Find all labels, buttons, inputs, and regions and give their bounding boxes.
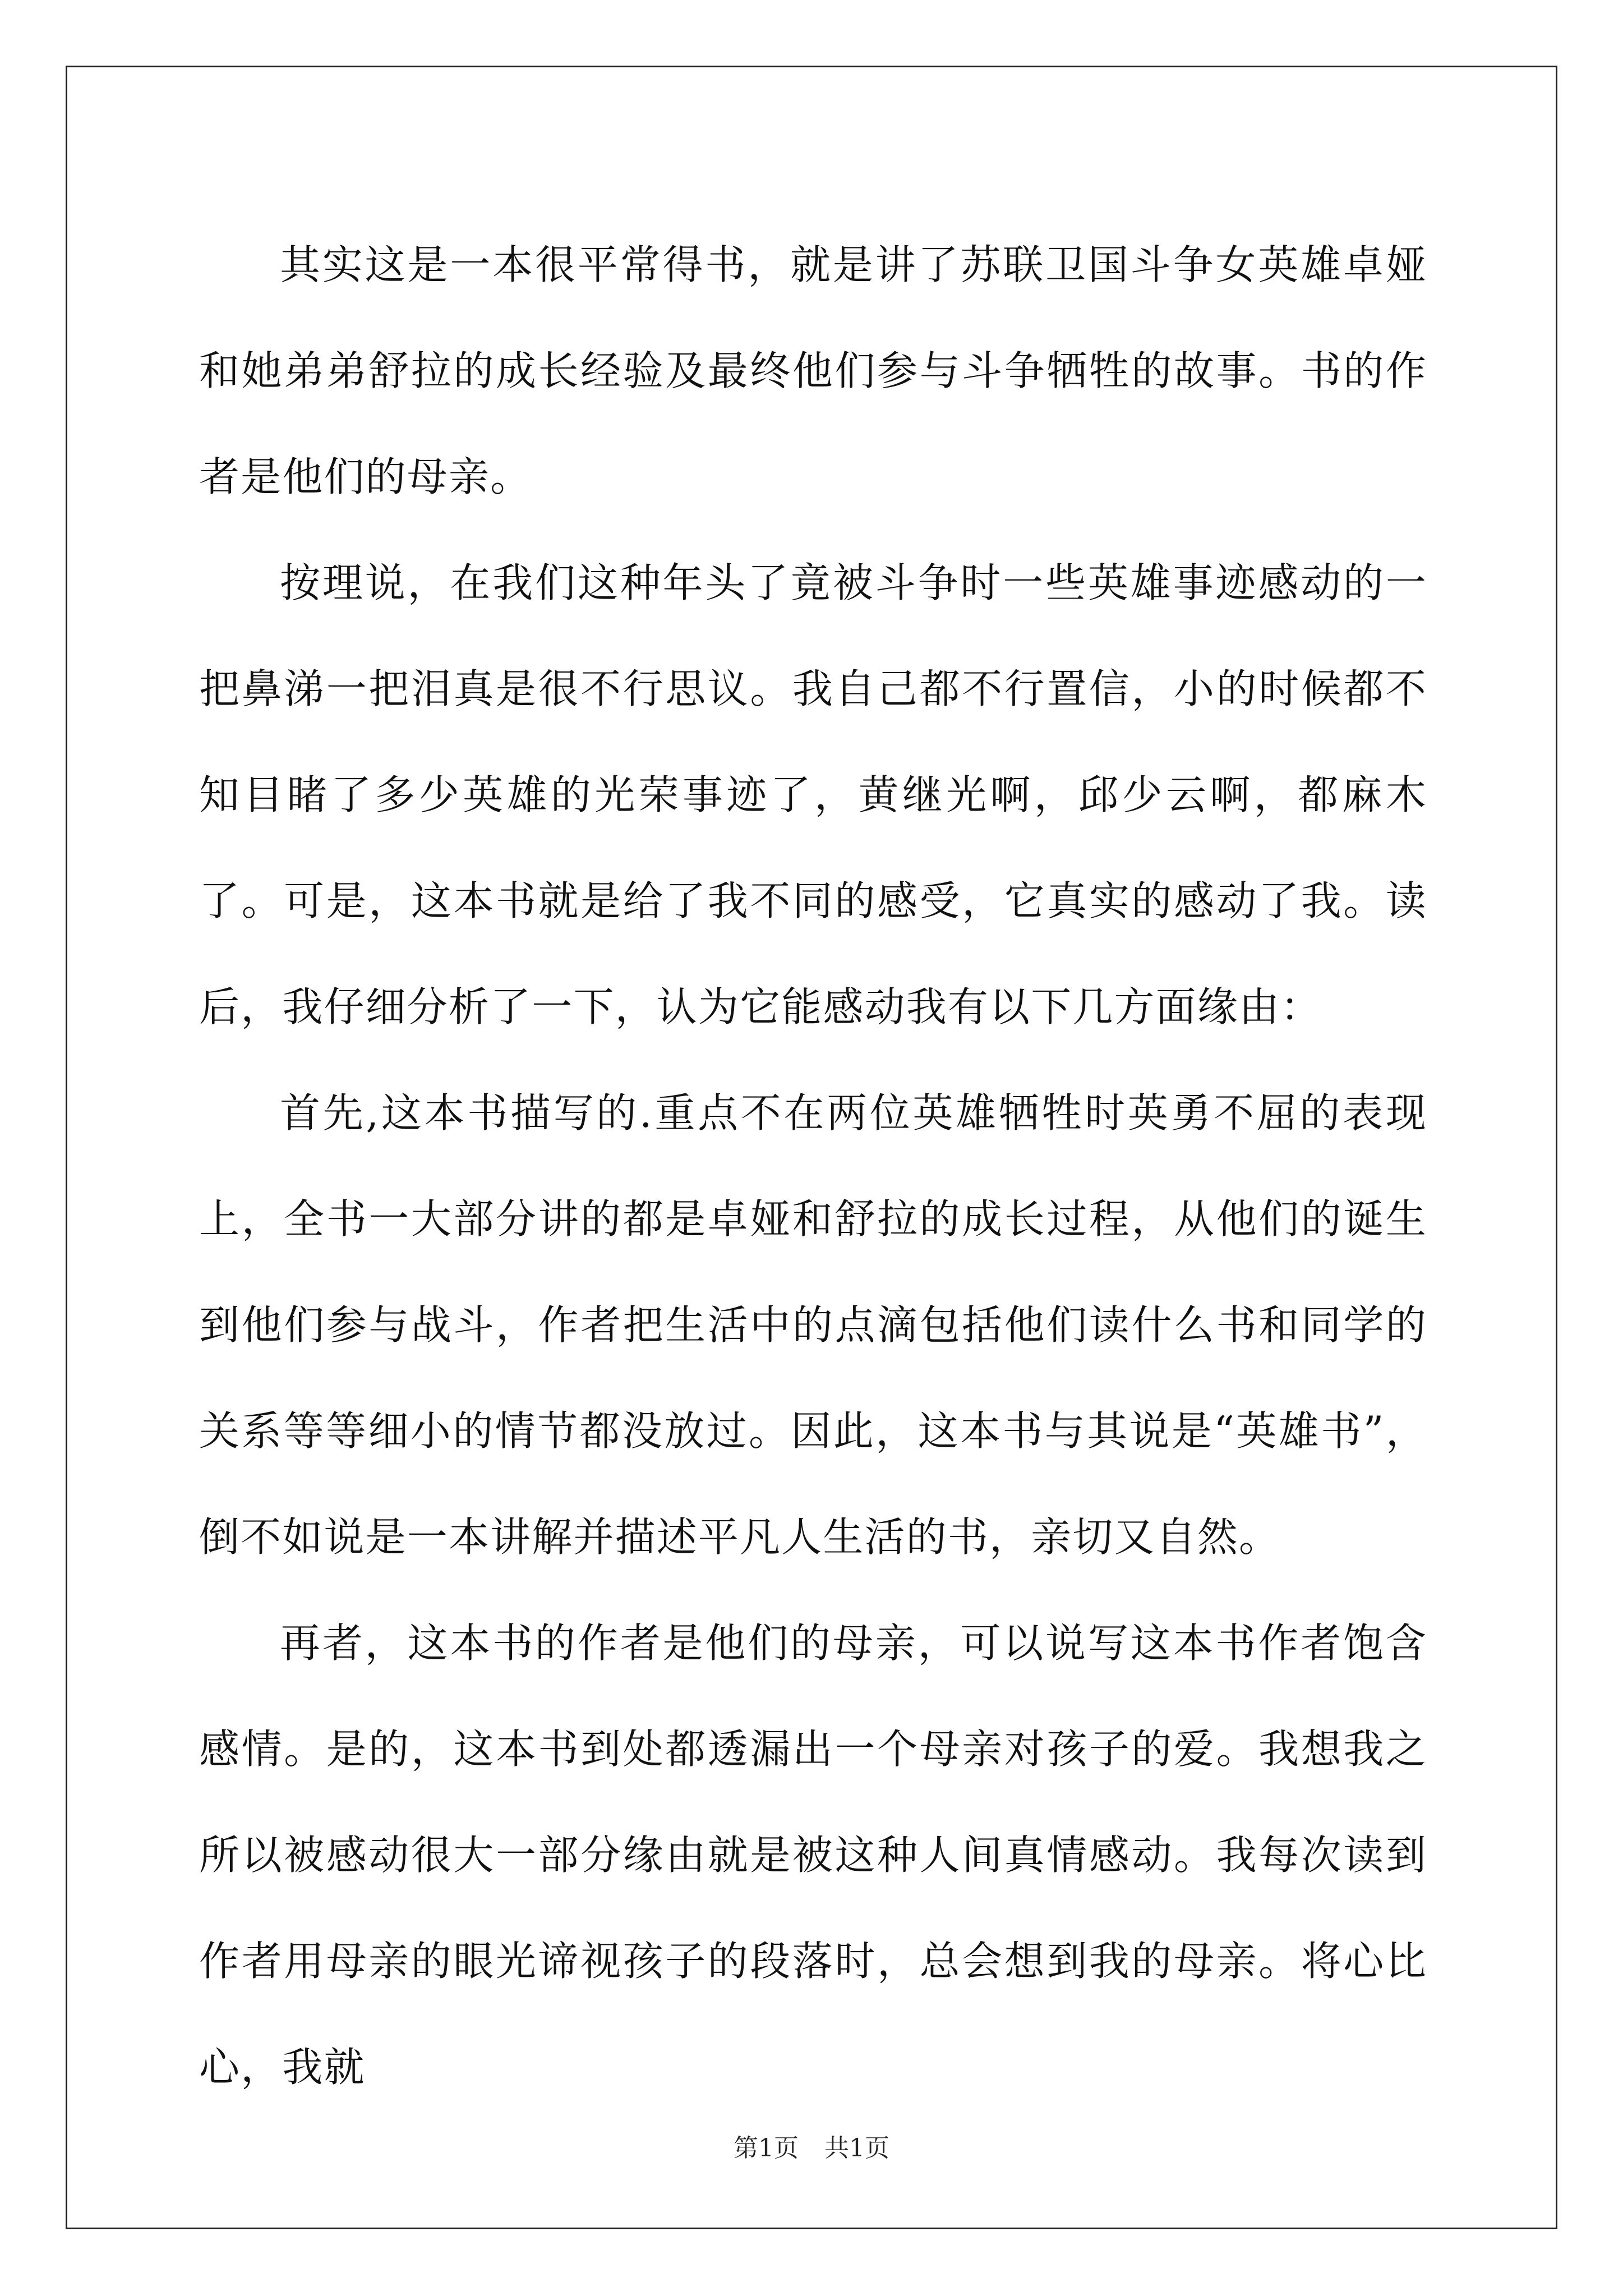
paragraph-4: 再者，这本书的作者是他们的母亲，可以说写这本书作者饱含感情。是的，这本书到处都透漏出一个母亲对孩子的爱。我想我之所以被感动很大一部分缘由就是被这种人间真情感动。我每次读到作者用母亲的眼光谛视孩子的段落时，总会想到我的母亲。将心比心，我就	[199, 1619, 1427, 2091]
paragraph-2: 按理说，在我们这种年头了竟被斗争时一些英雄事迹感动的一把鼻涕一把泪真是很不行思议。我自己都不行置信，小的时候都不知目睹了多少英雄的光荣事迹了，黄继光啊，邱少云啊，都麻木了。可是，这本书就是给了我不同的感受，它真实的感动了我。读后，我仔细分析了一下，认为它能感动我有以下几方面缘由：	[199, 559, 1427, 1030]
page-number-current: 第1页	[734, 2134, 799, 2162]
paragraph-3: 首先,这本书描写的.重点不在两位英雄牺牲时英勇不屈的表现上，全书一大部分讲的都是卓娅和舒拉的成长过程，从他们的诞生到他们参与战斗，作者把生活中的点滴包括他们读什么书和同学的关系等等细小的情节都没放过。因此，这本书与其说是“英雄书”，倒不如说是一本讲解并描述平凡人生活的书，亲切又自然。	[199, 1089, 1427, 1561]
document-body	[199, 212, 1427, 2120]
paragraph-1: 其实这是一本很平常得书，就是讲了苏联卫国斗争女英雄卓娅和她弟弟舒拉的成长经验及最终他们参与斗争牺牲的故事。书的作者是他们的母亲。	[199, 241, 1427, 500]
page-footer	[0, 2132, 1623, 2165]
page-number-total: 共1页	[824, 2134, 889, 2162]
